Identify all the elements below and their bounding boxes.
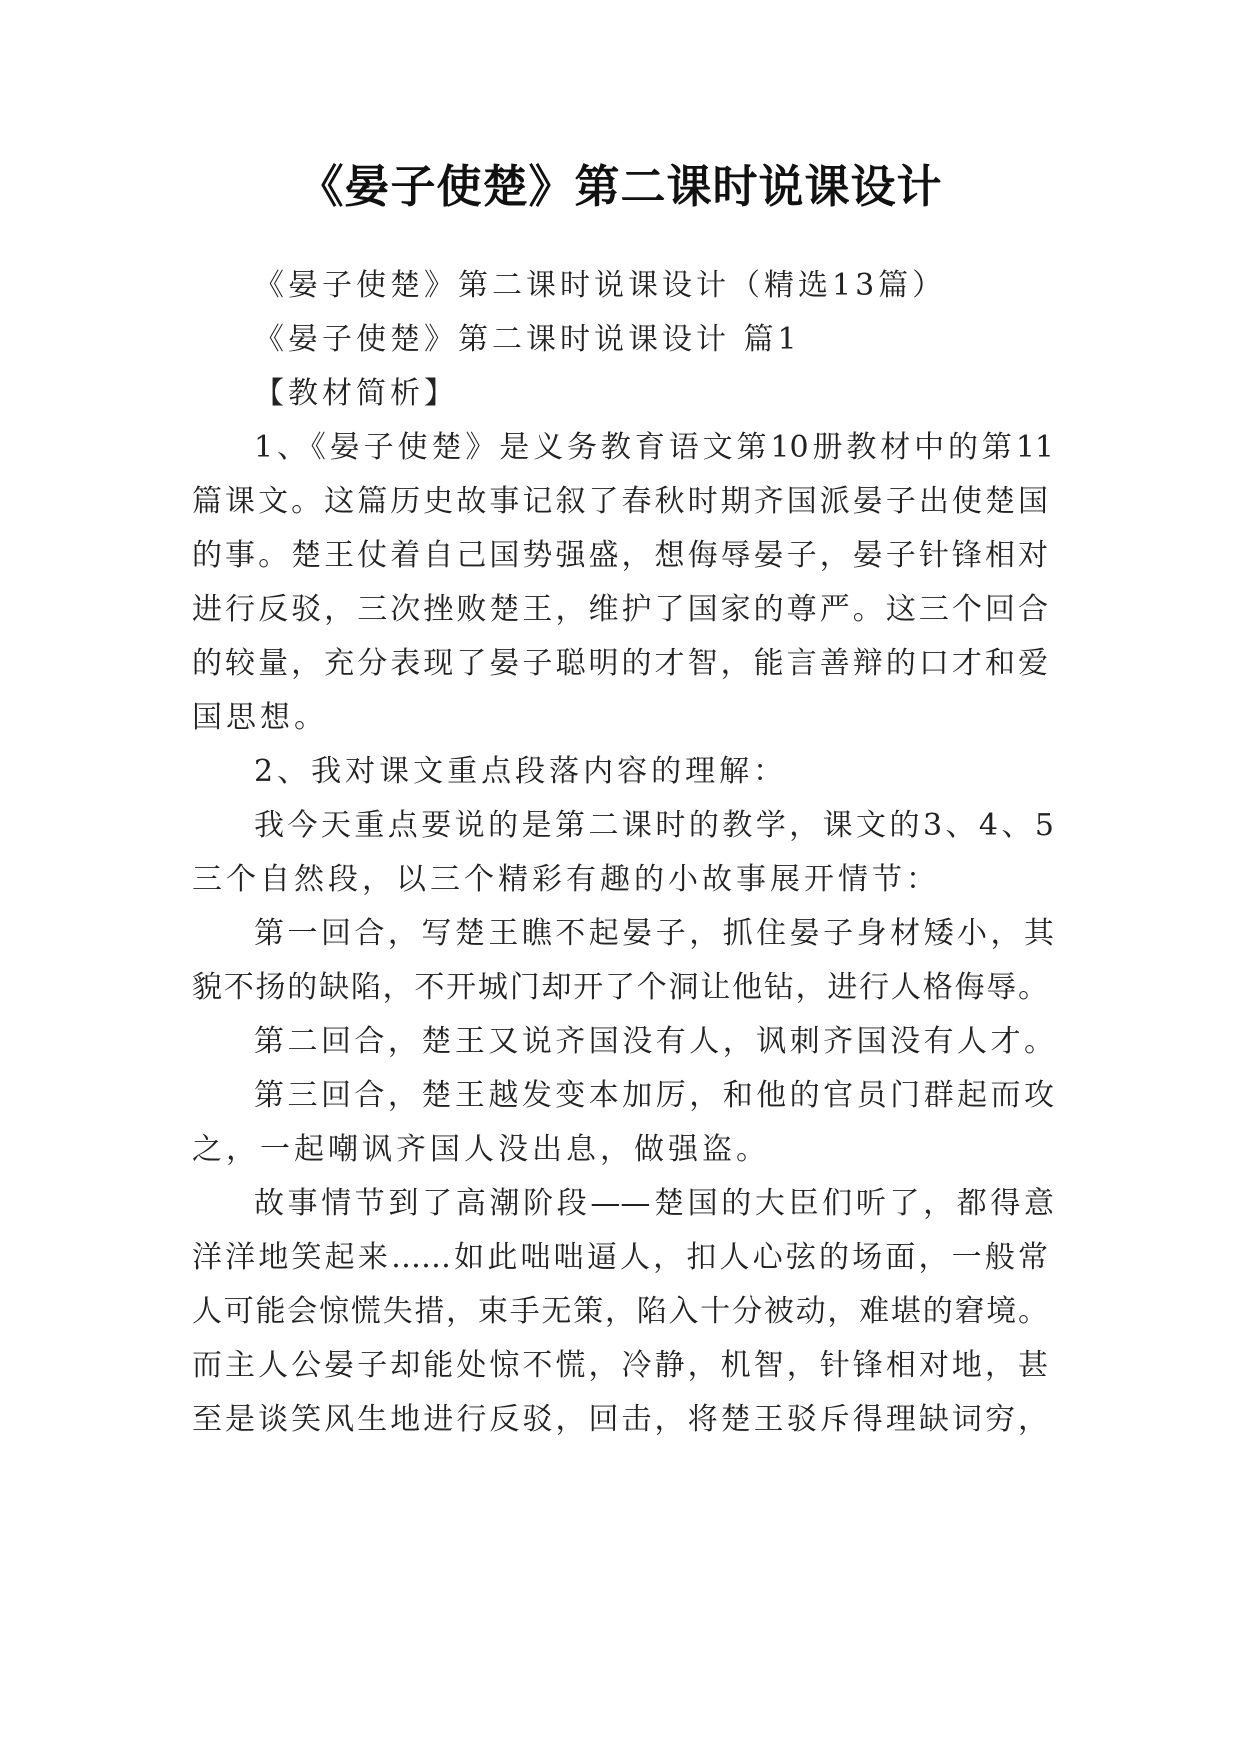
paragraph-line: 之，一起嘲讽齐国人没出息，做强盗。 — [192, 1132, 770, 1167]
bracket-heading: 【教材简析】 — [254, 376, 458, 411]
paragraph-line: 貌不扬的缺陷，不开城门却开了个洞让他钻，进行人格侮辱。 — [192, 970, 1048, 1005]
paragraph-line: 人可能会惊慌失措，束手无策，陷入十分被动，难堪的窘境。 — [192, 1294, 1048, 1329]
document-title: 《晏子使楚》第二课时说课设计 — [298, 160, 943, 213]
subtitle-line: 《晏子使楚》第二课时说课设计（精选13篇） — [254, 268, 947, 303]
paragraph-line: 1、《晏子使楚》是义务教育语文第10册教材中的第11 — [254, 430, 1054, 465]
paragraph-line: 而主人公晏子却能处惊不慌，冷静，机智，针锋相对地，甚 — [192, 1348, 1048, 1383]
paragraph-line: 2、我对课文重点段落内容的理解： — [254, 754, 788, 789]
paragraph-line: 第二回合，楚王又说齐国没有人，讽刺齐国没有人才。 — [254, 1024, 1054, 1059]
paragraph-line: 国思想。 — [192, 700, 328, 735]
paragraph-line: 的较量，充分表现了晏子聪明的才智，能言善辩的口才和爱 — [192, 646, 1048, 681]
paragraph-line: 故事情节到了高潮阶段——楚国的大臣们听了，都得意 — [254, 1186, 1054, 1221]
section-heading: 《晏子使楚》第二课时说课设计 篇1 — [254, 322, 801, 357]
paragraph-line: 进行反驳，三次挫败楚王，维护了国家的尊严。这三个回合 — [192, 592, 1048, 627]
paragraph-line: 洋洋地笑起来……如此咄咄逼人，扣人心弦的场面，一般常 — [192, 1240, 1048, 1275]
paragraph-line: 篇课文。这篇历史故事记叙了春秋时期齐国派晏子出使楚国 — [192, 484, 1048, 519]
paragraph-line: 第一回合，写楚王瞧不起晏子，抓住晏子身材矮小，其 — [254, 916, 1054, 951]
paragraph-line: 第三回合，楚王越发变本加厉，和他的官员门群起而攻 — [254, 1078, 1054, 1113]
paragraph-line: 至是谈笑风生地进行反驳，回击，将楚王驳斥得理缺词穷， — [192, 1402, 1048, 1437]
paragraph-line: 三个自然段，以三个精彩有趣的小故事展开情节： — [192, 862, 940, 897]
paragraph-line: 我今天重点要说的是第二课时的教学，课文的3、4、5 — [254, 808, 1054, 843]
paragraph-line: 的事。楚王仗着自己国势强盛，想侮辱晏子，晏子针锋相对 — [192, 538, 1048, 573]
